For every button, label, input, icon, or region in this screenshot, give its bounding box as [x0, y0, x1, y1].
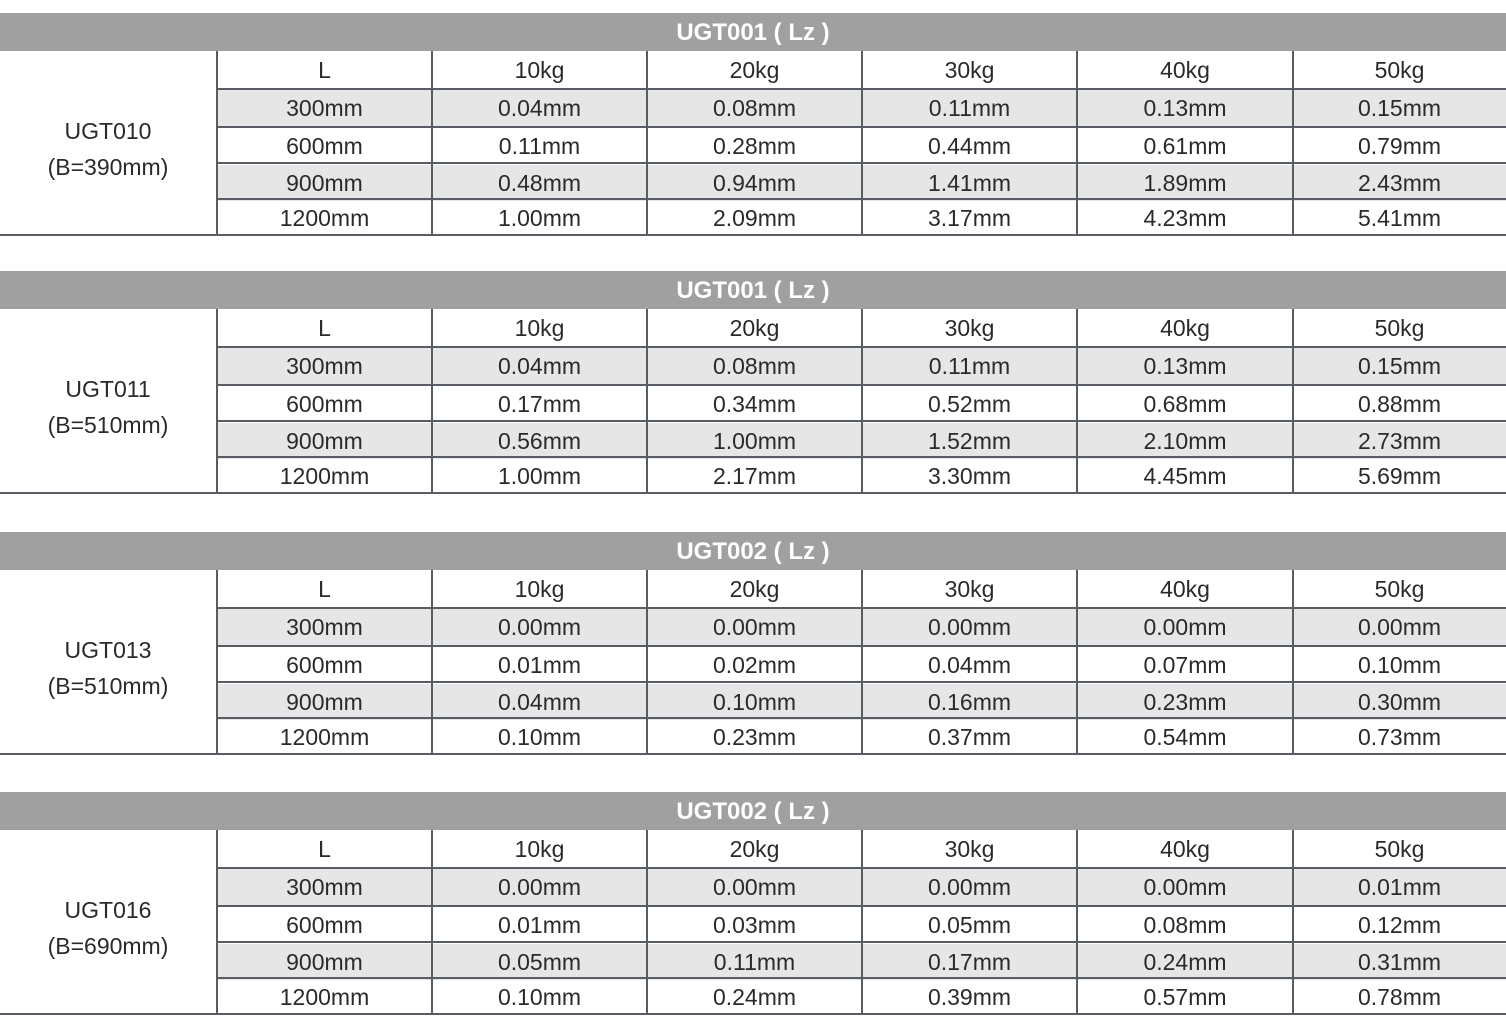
model-name: UGT011 [65, 376, 151, 402]
row-length: 1200mm [279, 724, 370, 750]
deflection-value: 0.11mm [928, 95, 1011, 121]
table-title: UGT002 ( Lz ) [0, 532, 1506, 570]
header-length: L [318, 315, 331, 341]
deflection-value: 0.48mm [497, 170, 582, 196]
deflection-value: 0.00mm [497, 614, 582, 640]
deflection-value: 2.73mm [1357, 428, 1442, 454]
row-length: 300mm [286, 614, 363, 640]
model-name: UGT013 [64, 637, 152, 663]
row-length: 300mm [286, 353, 363, 379]
deflection-value: 0.00mm [927, 874, 1012, 900]
deflection-value: 3.17mm [927, 205, 1012, 231]
header-load: 20kg [729, 576, 780, 602]
row-length: 300mm [286, 874, 363, 900]
deflection-value: 0.79mm [1357, 133, 1442, 159]
deflection-value: 0.24mm [712, 984, 797, 1010]
deflection-value: 0.05mm [497, 949, 582, 975]
header-load: 40kg [1160, 57, 1210, 83]
header-load: 30kg [944, 836, 995, 862]
deflection-value: 0.12mm [1357, 912, 1442, 938]
deflection-value: 0.13mm [1143, 95, 1227, 121]
deflection-value: 1.00mm [712, 428, 797, 454]
row-length: 900mm [286, 170, 363, 196]
header-load: 50kg [1374, 576, 1425, 602]
deflection-value: 0.44mm [927, 133, 1012, 159]
deflection-value: 0.05mm [927, 912, 1012, 938]
deflection-value: 0.07mm [1143, 652, 1227, 678]
deflection-value: 0.11mm [713, 949, 796, 975]
row-length: 900mm [286, 949, 363, 975]
deflection-value: 0.34mm [712, 391, 797, 417]
deflection-value: 0.78mm [1357, 984, 1442, 1010]
deflection-value: 1.52mm [927, 428, 1012, 454]
row-length: 600mm [286, 912, 363, 938]
deflection-value: 0.10mm [1357, 652, 1442, 678]
header-load: 20kg [729, 836, 780, 862]
deflection-value: 5.41mm [1357, 205, 1442, 231]
deflection-value: 0.00mm [1357, 614, 1442, 640]
deflection-value: 0.13mm [1143, 353, 1227, 379]
deflection-value: 0.39mm [927, 984, 1012, 1010]
deflection-value: 0.15mm [1357, 353, 1442, 379]
header-load: 50kg [1374, 315, 1425, 341]
deflection-value: 5.69mm [1357, 463, 1442, 489]
deflection-value: 0.00mm [1143, 614, 1227, 640]
model-label [0, 632, 216, 704]
deflection-value: 1.89mm [1143, 170, 1227, 196]
header-length: L [318, 576, 331, 602]
deflection-value: 0.94mm [712, 170, 797, 196]
deflection-value: 3.30mm [927, 463, 1012, 489]
deflection-value: 0.28mm [712, 133, 797, 159]
deflection-value: 0.00mm [927, 614, 1012, 640]
header-length: L [318, 57, 331, 83]
row-length: 600mm [286, 133, 363, 159]
spec-table [0, 532, 1506, 756]
deflection-value: 0.10mm [497, 724, 582, 750]
deflection-value: 0.10mm [712, 689, 797, 715]
model-name: UGT010 [64, 118, 152, 144]
header-load: 10kg [514, 576, 565, 602]
deflection-value: 0.30mm [1357, 689, 1442, 715]
model-width: (B=510mm) [47, 412, 169, 438]
deflection-value: 0.10mm [497, 984, 582, 1010]
deflection-value: 0.54mm [1143, 724, 1227, 750]
deflection-value: 0.04mm [497, 353, 582, 379]
deflection-value: 0.56mm [497, 428, 582, 454]
header-load: 30kg [944, 576, 995, 602]
deflection-value: 0.01mm [497, 912, 582, 938]
table-title: UGT001 ( Lz ) [0, 13, 1506, 51]
deflection-value: 0.01mm [497, 652, 582, 678]
header-length: L [318, 836, 331, 862]
header-load: 40kg [1160, 576, 1210, 602]
model-name: UGT016 [64, 897, 152, 923]
deflection-value: 4.23mm [1143, 205, 1227, 231]
row-length: 900mm [286, 428, 363, 454]
model-width: (B=690mm) [47, 933, 169, 959]
deflection-value: 0.23mm [1143, 689, 1227, 715]
model-width: (B=510mm) [47, 673, 169, 699]
model-label [0, 371, 216, 443]
deflection-value: 0.04mm [497, 689, 582, 715]
deflection-value: 0.11mm [928, 353, 1011, 379]
model-label [0, 113, 216, 185]
deflection-value: 0.57mm [1143, 984, 1227, 1010]
spec-table [0, 13, 1506, 237]
deflection-value: 0.31mm [1357, 949, 1442, 975]
deflection-value: 0.00mm [712, 874, 797, 900]
deflection-value: 0.08mm [712, 95, 797, 121]
deflection-value: 0.11mm [498, 133, 581, 159]
header-load: 50kg [1374, 57, 1425, 83]
spec-table [0, 271, 1506, 495]
spec-table [0, 792, 1506, 1016]
deflection-value: 1.00mm [497, 205, 582, 231]
row-length: 1200mm [279, 463, 370, 489]
deflection-value: 0.08mm [712, 353, 797, 379]
deflection-value: 0.04mm [497, 95, 582, 121]
header-load: 50kg [1374, 836, 1425, 862]
deflection-value: 1.00mm [497, 463, 582, 489]
deflection-value: 0.00mm [497, 874, 582, 900]
header-load: 30kg [944, 57, 995, 83]
deflection-value: 0.17mm [497, 391, 582, 417]
deflection-value: 0.00mm [712, 614, 797, 640]
deflection-value: 2.10mm [1143, 428, 1227, 454]
deflection-value: 1.41mm [927, 170, 1012, 196]
deflection-value: 0.04mm [927, 652, 1012, 678]
header-load: 40kg [1160, 836, 1210, 862]
row-length: 900mm [286, 689, 363, 715]
header-load: 40kg [1160, 315, 1210, 341]
row-length: 600mm [286, 652, 363, 678]
model-label [0, 892, 216, 964]
deflection-value: 0.15mm [1357, 95, 1442, 121]
row-length: 1200mm [279, 205, 370, 231]
deflection-value: 0.16mm [927, 689, 1012, 715]
deflection-value: 2.17mm [712, 463, 797, 489]
deflection-value: 2.43mm [1357, 170, 1442, 196]
header-load: 10kg [514, 315, 565, 341]
deflection-value: 0.68mm [1143, 391, 1227, 417]
table-title: UGT001 ( Lz ) [0, 271, 1506, 309]
row-length: 1200mm [279, 984, 370, 1010]
deflection-value: 0.00mm [1143, 874, 1227, 900]
deflection-value: 4.45mm [1143, 463, 1227, 489]
deflection-value: 0.01mm [1357, 874, 1442, 900]
header-load: 20kg [729, 57, 780, 83]
model-width: (B=390mm) [47, 154, 169, 180]
deflection-value: 2.09mm [712, 205, 797, 231]
row-length: 600mm [286, 391, 363, 417]
table-title: UGT002 ( Lz ) [0, 792, 1506, 830]
deflection-value: 0.24mm [1143, 949, 1227, 975]
deflection-value: 0.23mm [712, 724, 797, 750]
deflection-value: 0.02mm [712, 652, 797, 678]
row-length: 300mm [286, 95, 363, 121]
deflection-value: 0.17mm [927, 949, 1012, 975]
header-load: 10kg [514, 836, 565, 862]
header-load: 20kg [729, 315, 780, 341]
deflection-value: 0.52mm [927, 391, 1012, 417]
deflection-value: 0.88mm [1357, 391, 1442, 417]
deflection-value: 0.73mm [1357, 724, 1442, 750]
deflection-value: 0.61mm [1143, 133, 1227, 159]
deflection-value: 0.37mm [927, 724, 1012, 750]
deflection-value: 0.03mm [712, 912, 797, 938]
header-load: 10kg [514, 57, 565, 83]
header-load: 30kg [944, 315, 995, 341]
deflection-value: 0.08mm [1143, 912, 1227, 938]
